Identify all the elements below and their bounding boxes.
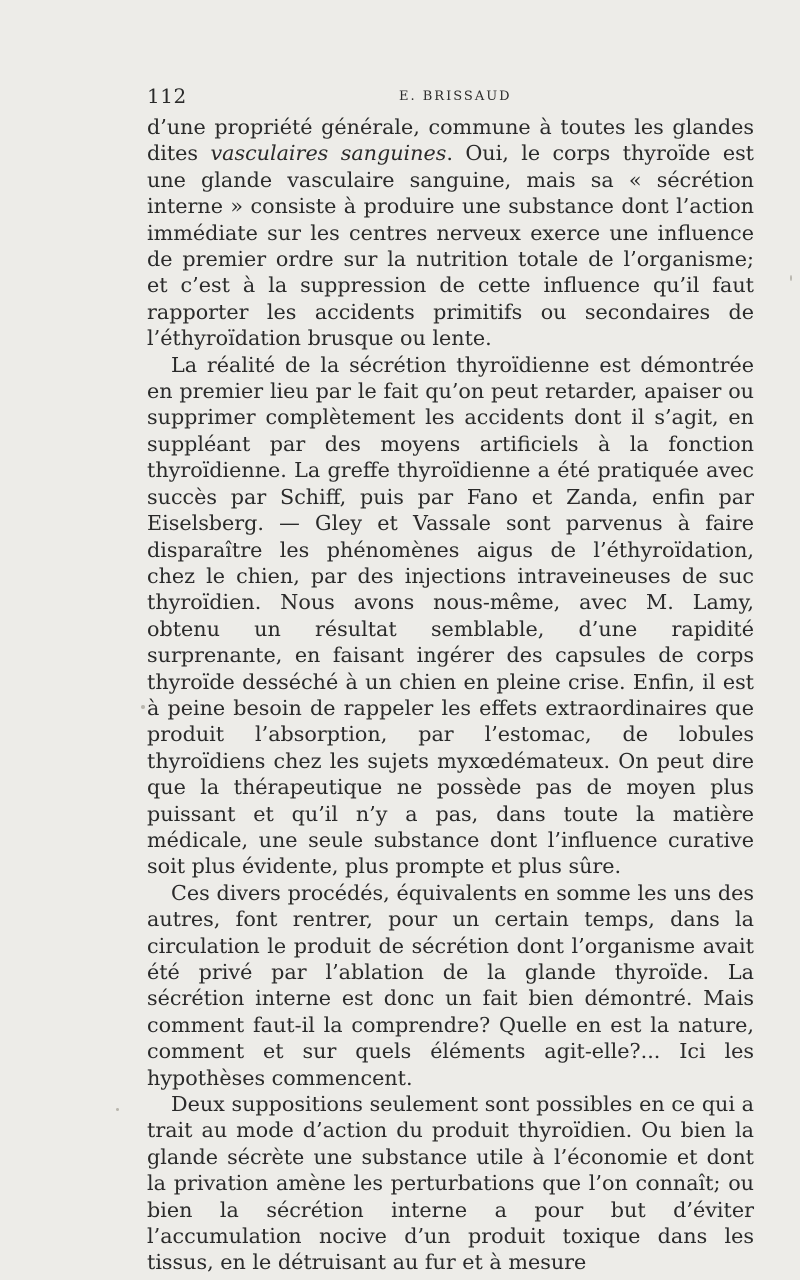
paragraph-3-text: Ces divers procédés, équivalents en somme les uns des autres, font rentrer, pour un certain temps, dans la circulation le produit de sécrétion dont l’organisme avait été privé par l’ablation de la glande thyroïde. La sécrétion interne est donc un fait bien démontré. Mais comment faut-il la comprendre? Quelle en est la nature, comment et sur quels éléments agit-elle?... Ici les hypothèses commencent. [147, 880, 754, 1090]
page-header [147, 84, 754, 114]
paragraph-4 [147, 1091, 754, 1276]
paper-speck [116, 1108, 119, 1111]
paragraph-1 [147, 114, 754, 352]
paragraph-1-italic-term: vasculaires sanguines [210, 141, 447, 166]
paragraph-1-part-3: . Oui, le corps thyroïde est une glande vasculaire sanguine, mais sa « sécrétion interne » consiste à produire une substance dont l’action immédiate sur les centres nerveux exerce une influence de premier ordre sur la nutrition totale de l’organisme; et c’est à la suppression de cette influence qu’il faut rapporter les accidents primitifs ou secondaires de l’éthyroïdation brusque ou lente. [147, 141, 754, 351]
paragraph-2-text: La réalité de la sécrétion thyroïdienne est démontrée en premier lieu par le fait qu’on peut retarder, apaiser ou supprimer complètement les accidents dont il s’agit, en suppléant par des moyens artificiels à la fonction thyroïdienne. La greffe thyroïdienne a été pratiquée avec succès par Schiff, puis par Fano et Zanda, enfin par Eiselsberg. — Gley et Vassale sont parvenus à faire disparaître les phénomènes aigus de l’éthyroïdation, chez le chien, par des injections intraveineuses de suc thyroïdien. Nous avons nous-même, avec M. Lamy, obtenu un résultat semblable, d’une rapidité surprenante, en faisant ingérer des capsules de corps thyroïde desséché à un chien en pleine crise. Enfin, il est à peine besoin de rappeler les effets extraordinaires que produit l’absorption, par l’estomac, de lobules thyroïdiens chez les sujets myxœdémateux. On peut dire que la thérapeutique ne possède pas de moyen plus puissant et qu’il n’y a pas, dans toute la matière médicale, une seule substance dont l’influence curative soit plus évidente, plus prompte et plus sûre. [147, 352, 754, 879]
page-number: 112 [147, 84, 187, 108]
paper-speck [790, 275, 792, 281]
paragraph-2 [147, 352, 754, 880]
paragraph-4-text: Deux suppositions seulement sont possibles en ce qui a trait au mode d’action du produit thyroïdien. Ou bien la glande sécrète une substance utile à l’économie et dont la privation amène les perturbations que l’on connaît; ou bien la sécrétion interne a pour but d’éviter l’accumulation nocive d’un produit toxique dans les tissus, en le détruisant au fur et à mesure [147, 1092, 754, 1275]
paragraph-1-part-1: d’une propriété générale, commune à toutes les glandes dites [147, 115, 754, 166]
body-text [147, 114, 754, 1276]
running-head: E. BRISSAUD [399, 89, 512, 104]
paragraph-3 [147, 880, 754, 1091]
paper-speck [141, 705, 145, 709]
